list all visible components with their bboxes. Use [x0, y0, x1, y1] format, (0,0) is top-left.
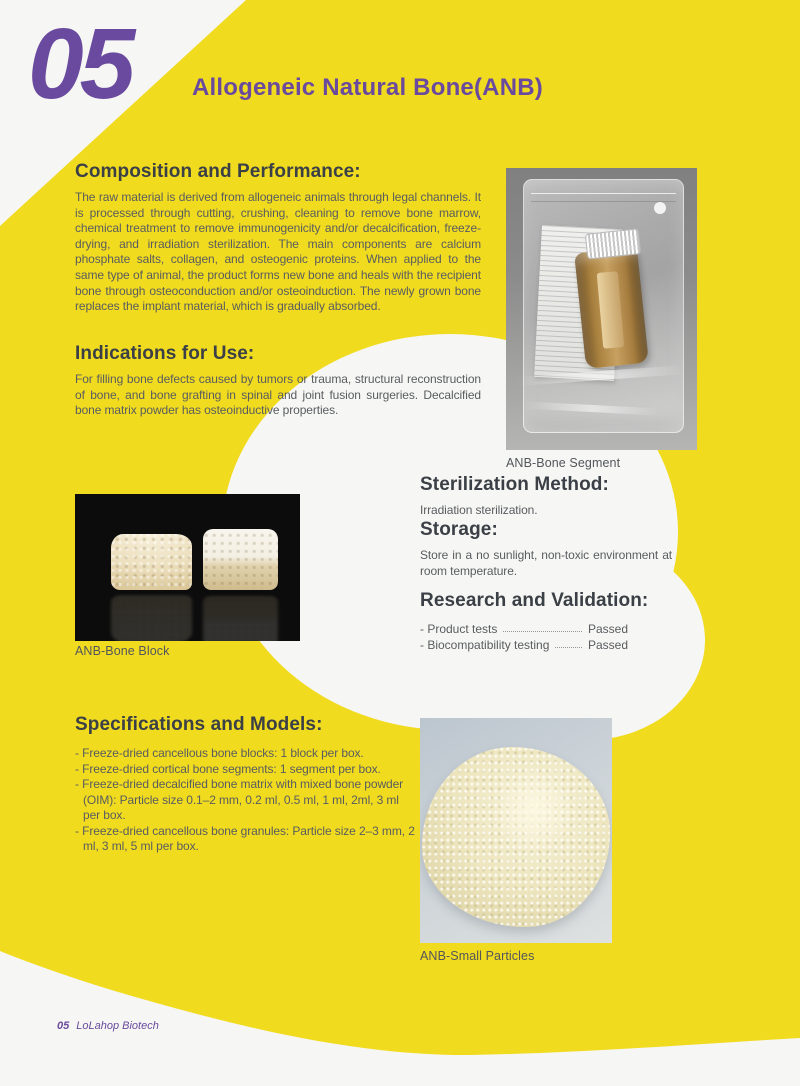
section-specifications	[75, 714, 415, 855]
indications-body: For filling bone defects caused by tumors or trauma, structural reconstruction of bone, and bone grafting in spinal and joint fusion surgeries. Decalcified bone matrix powder has osteoinductive properties.	[75, 372, 481, 418]
section-indications	[75, 343, 481, 419]
validation-label: - Biocompatibility testing	[420, 637, 550, 652]
indications-heading: Indications for Use:	[75, 343, 255, 364]
spec-item: - Freeze-dried decalcified bone matrix with mixed bone powder (OIM): Particle size 0.1–2 mm, 0.2 ml, 0.5 ml, 1 ml, 2ml, 3 ml per box.	[75, 777, 404, 822]
storage-body: Store in a no sunlight, non-toxic environment at room temperature.	[420, 548, 672, 578]
dotted-leader	[555, 638, 582, 648]
section-sterilization	[420, 474, 672, 519]
page-title: Allogeneic Natural Bone(ANB)	[192, 74, 543, 101]
page-number: 05	[28, 8, 132, 120]
bone-block-caption: ANB-Bone Block	[75, 644, 170, 658]
footer-page-number: 05	[57, 1020, 70, 1032]
composition-heading: Composition and Performance:	[75, 161, 361, 182]
bone-block-photo	[75, 494, 300, 641]
section-research	[420, 590, 672, 653]
validation-row	[420, 622, 628, 638]
bone-segment-caption: ANB-Bone Segment	[506, 456, 621, 470]
validation-result: Passed	[587, 622, 628, 636]
bone-block-reflection	[111, 595, 192, 641]
sterilization-heading: Sterilization Method:	[420, 474, 609, 495]
small-particles-photo	[420, 718, 612, 943]
bag-seal	[531, 193, 676, 202]
validation-label: - Product tests	[420, 622, 498, 636]
validation-result: Passed	[587, 637, 628, 652]
validation-row	[420, 638, 628, 654]
specifications-heading: Specifications and Models:	[75, 714, 323, 735]
sterilization-body: Irradiation sterilization.	[420, 503, 538, 517]
research-heading: Research and Validation:	[420, 590, 649, 611]
bone-block-left	[111, 534, 192, 590]
small-particles-caption: ANB-Small Particles	[420, 949, 535, 963]
spec-item: - Freeze-dried cancellous bone granules: Particle size 2–3 mm, 2 ml, 3 ml, 5 ml per box.	[75, 823, 415, 853]
footer-brand: LoLahop Biotech	[76, 1020, 159, 1032]
composition-body: The raw material is derived from allogeneic animals through legal channels. It is processed through cutting, crushing, cleaning to remove bone marrow, chemical treatment to remove immunogenicity and/or decalcification, freeze-drying, and irradiation sterilization. The main components are calcium phosphate salts, collagen, and osteogenic proteins. When applied to the same type of animal, the product forms new bone and heals with the recipient bone through osteoconduction and/or osteoinduction. The newly grown bone replaces the implant material, which is gradually absorbed.	[75, 190, 481, 314]
spec-item: - Freeze-dried cancellous bone blocks: 1 block per box.	[75, 746, 364, 760]
storage-heading: Storage:	[420, 519, 498, 540]
bone-block-reflection	[203, 596, 277, 641]
dotted-leader	[503, 622, 582, 632]
powder-highlight	[493, 768, 574, 854]
bone-block-right	[203, 529, 277, 589]
bone-segment-photo	[506, 168, 697, 450]
section-storage	[420, 519, 672, 579]
page-footer	[57, 1020, 159, 1032]
spec-item: - Freeze-dried cortical bone segments: 1 segment per box.	[75, 761, 381, 776]
section-composition	[75, 161, 481, 315]
